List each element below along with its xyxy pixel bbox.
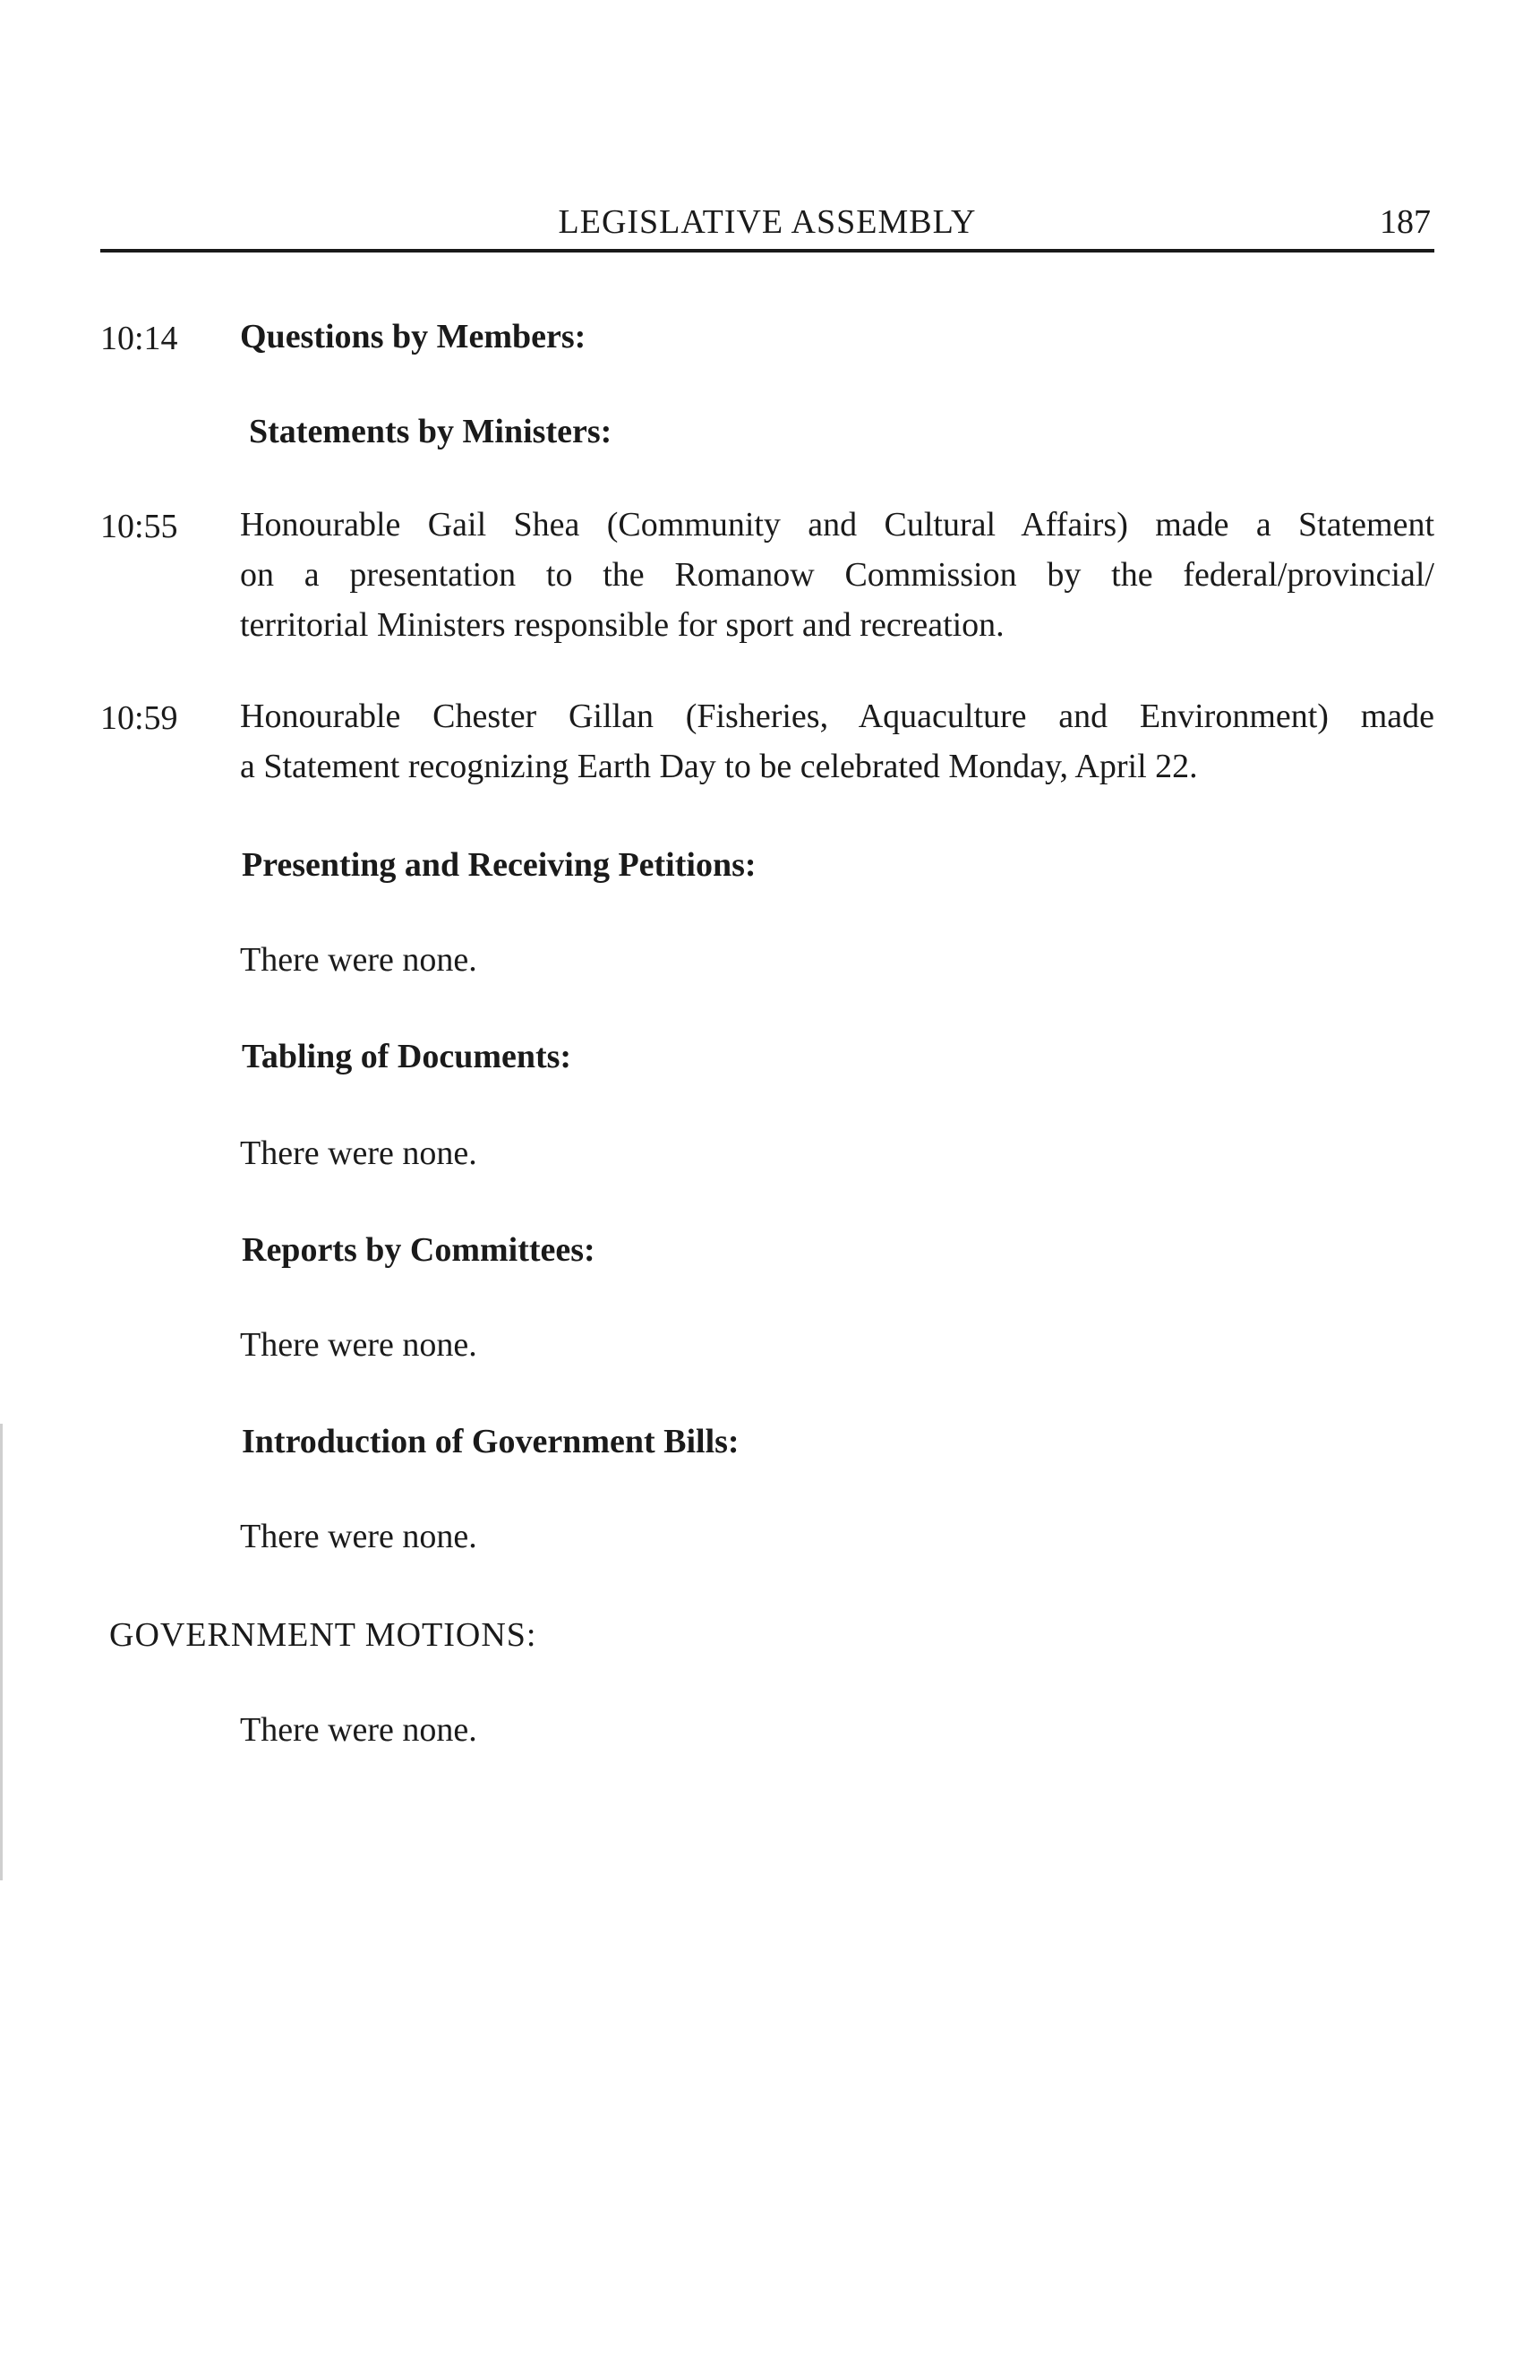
statement-1-line: Honourable Gail Shea (Community and Cultural Affairs) made a Statement: [240, 506, 1434, 544]
statement-1-line: territorial Ministers responsible for sport and recreation.: [240, 606, 1005, 644]
scan-edge-line: [0, 1424, 3, 1880]
bills-text: There were none.: [240, 1518, 477, 1555]
time-stamp-questions: 10:14: [100, 320, 178, 357]
government-motions-heading: GOVERNMENT MOTIONS:: [109, 1616, 537, 1654]
statement-2-line: a Statement recognizing Earth Day to be celebrated Monday, April 22.: [240, 748, 1198, 785]
petitions-heading: Presenting and Receiving Petitions:: [242, 846, 757, 884]
page-number: 187: [1380, 203, 1431, 241]
statement-2-paragraph: [240, 691, 1434, 792]
statement-1-paragraph: [240, 500, 1434, 650]
motions-text: There were none.: [240, 1711, 477, 1749]
bills-heading: Introduction of Government Bills:: [242, 1423, 740, 1460]
statement-2-line: Honourable Chester Gillan (Fisheries, Aquaculture and Environment) made: [240, 698, 1434, 735]
time-stamp-statement-2: 10:59: [100, 699, 178, 737]
committees-heading: Reports by Committees:: [242, 1231, 595, 1269]
statement-1-line: on a presentation to the Romanow Commission by the federal/provincial/: [240, 556, 1434, 594]
page-header: [100, 199, 1434, 253]
petitions-text: There were none.: [240, 941, 477, 979]
questions-heading: Questions by Members:: [240, 318, 586, 355]
documents-text: There were none.: [240, 1134, 477, 1172]
running-header-title: LEGISLATIVE ASSEMBLY: [558, 203, 977, 241]
statements-heading: Statements by Ministers:: [249, 413, 612, 450]
committees-text: There were none.: [240, 1326, 477, 1364]
documents-heading: Tabling of Documents:: [242, 1038, 572, 1075]
time-stamp-statement-1: 10:55: [100, 508, 178, 545]
